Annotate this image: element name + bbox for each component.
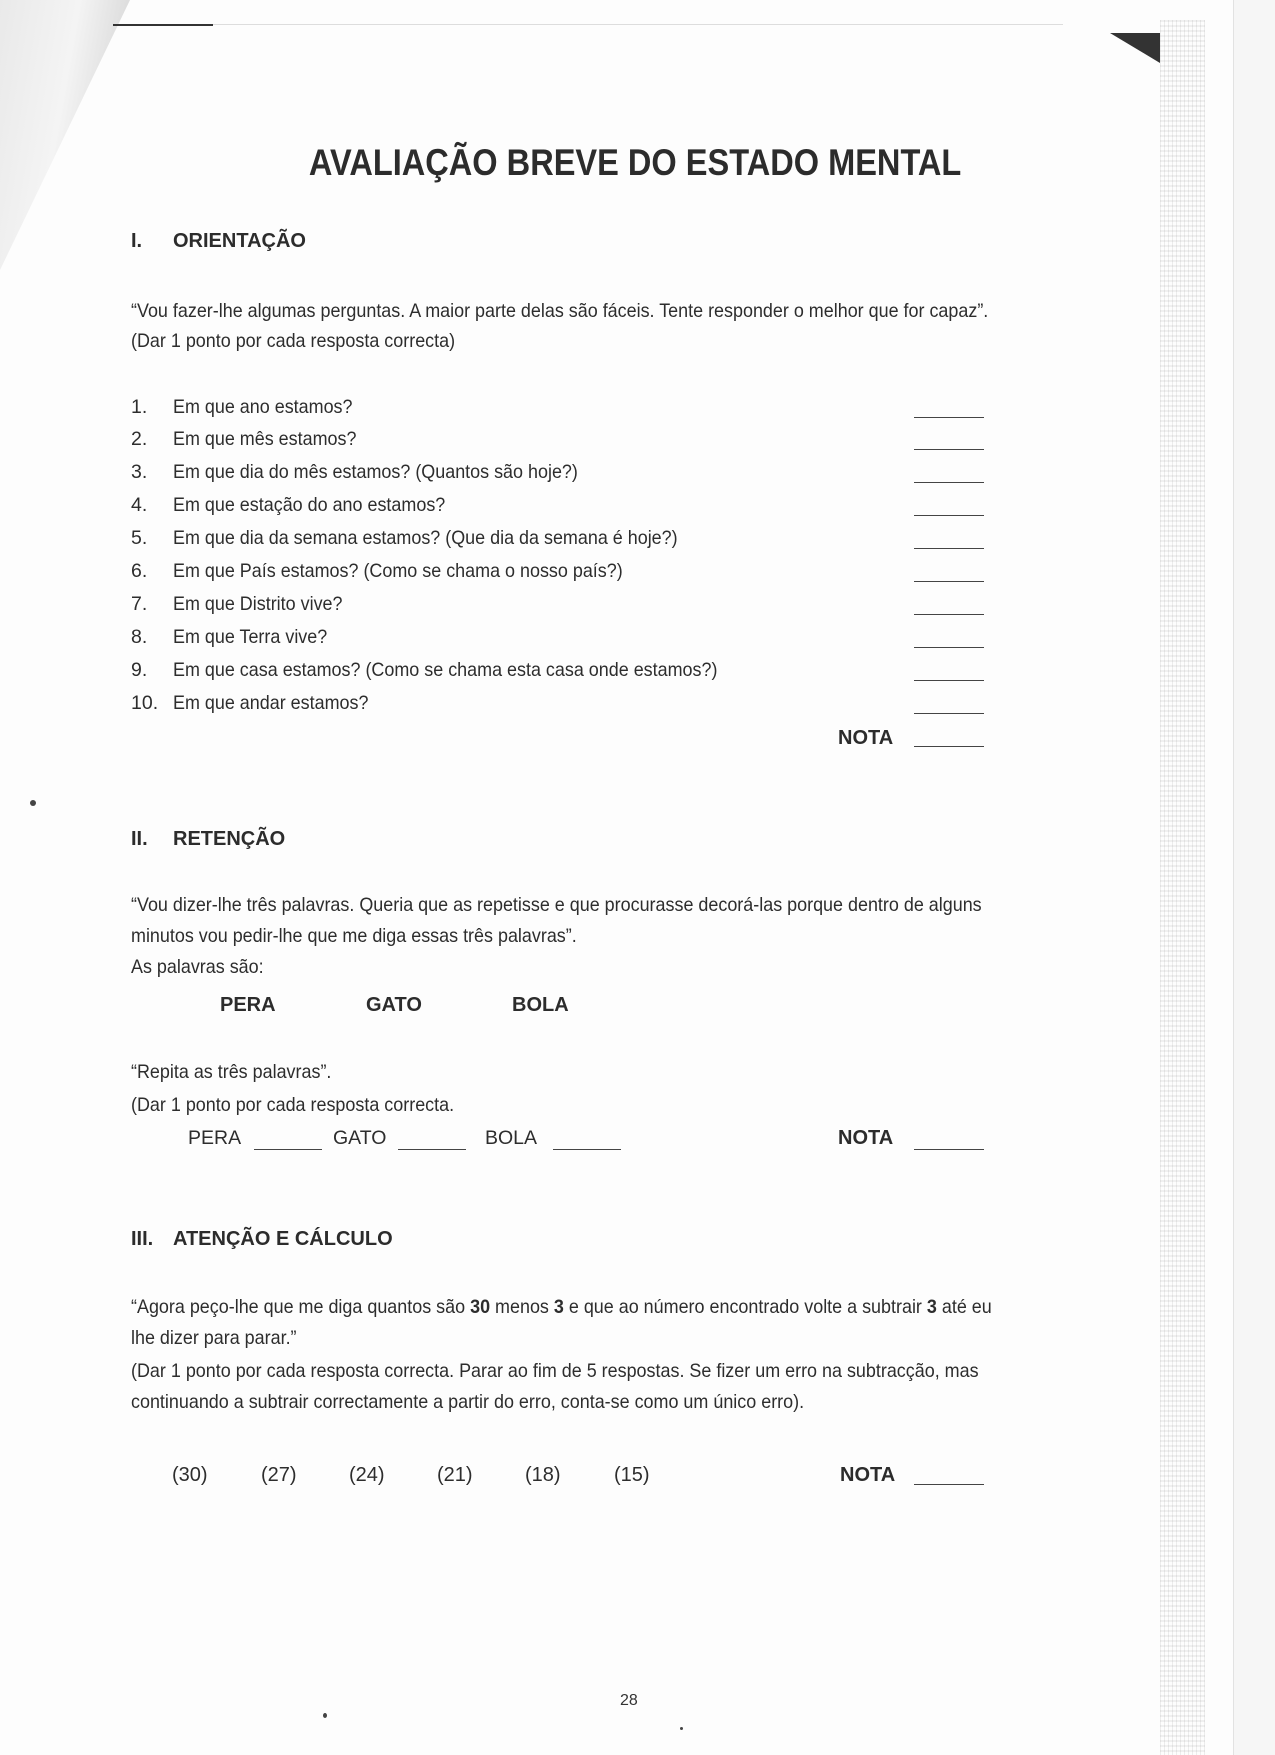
question-number: 1. — [131, 396, 148, 418]
question-text: Em que ano estamos? — [173, 396, 353, 418]
prompt-number: 30 — [470, 1296, 491, 1318]
scan-speck — [323, 1713, 327, 1718]
question-text: Em que Terra vive? — [173, 626, 328, 648]
header-rule-faint — [213, 24, 1063, 25]
question-number: 5. — [131, 527, 148, 549]
question-item — [131, 396, 991, 422]
recall-blank[interactable] — [398, 1149, 466, 1150]
section-calculo-prompt: lhe dizer para parar.” — [131, 1327, 297, 1349]
prompt-text: menos — [490, 1296, 554, 1318]
section-orientacao-score-blank[interactable] — [914, 746, 984, 747]
question-number: 4. — [131, 494, 148, 516]
question-text: Em que casa estamos? (Como se chama esta casa onde estamos?) — [173, 659, 718, 681]
question-text: Em que Distrito vive? — [173, 593, 343, 615]
question-item — [131, 461, 991, 487]
question-number: 9. — [131, 659, 148, 681]
question-item — [131, 560, 991, 586]
calculation-value: (30) — [172, 1464, 208, 1486]
section-calculo-score-label: NOTA — [840, 1464, 896, 1486]
question-number: 10. — [131, 692, 159, 714]
section-title: ORIENTAÇÃO — [173, 230, 306, 252]
section-orientacao-intro: “Vou fazer-lhe algumas perguntas. A maior parte delas são fáceis. Tente responder o melhor que for capaz”. — [131, 300, 989, 322]
answer-blank[interactable] — [914, 548, 984, 549]
scanner-margin — [1234, 0, 1275, 1755]
recall-word: GATO — [333, 1127, 387, 1149]
section-title: RETENÇÃO — [173, 828, 286, 850]
question-item — [131, 428, 991, 454]
answer-blank[interactable] — [914, 515, 984, 516]
section-calculo-instruction: continuando a subtrair correctamente a partir do erro, conta-se como um único erro). — [131, 1391, 805, 1413]
question-text: Em que dia da semana estamos? (Que dia da semana é hoje?) — [173, 527, 678, 549]
document-title: AVALIAÇÃO BREVE DO ESTADO MENTAL — [308, 142, 962, 183]
question-item — [131, 593, 991, 619]
calculation-value: (21) — [437, 1464, 473, 1486]
section-orientacao-instruction: (Dar 1 ponto por cada resposta correcta) — [131, 330, 456, 352]
recall-blank[interactable] — [553, 1149, 621, 1150]
section-calculo-heading — [131, 1228, 393, 1251]
answer-blank[interactable] — [914, 417, 984, 418]
memory-word: BOLA — [512, 994, 569, 1016]
section-retencao-intro: minutos vou pedir-lhe que me diga essas três palavras”. — [131, 925, 577, 947]
section-calculo-prompt — [131, 1296, 992, 1319]
question-text: Em que País estamos? (Como se chama o nosso país?) — [173, 560, 623, 582]
question-number: 3. — [131, 461, 148, 483]
memory-word: GATO — [366, 994, 422, 1016]
section-number: II. — [131, 828, 148, 850]
section-retencao-score-blank[interactable] — [914, 1149, 984, 1150]
calculation-value: (15) — [614, 1464, 650, 1486]
section-number: III. — [131, 1228, 154, 1250]
section-calculo-instruction: (Dar 1 ponto por cada resposta correcta. Parar ao fim de 5 respostas. Se fizer um erro na subtracção, mas — [131, 1360, 979, 1382]
question-text: Em que dia do mês estamos? (Quantos são hoje?) — [173, 461, 578, 483]
answer-blank[interactable] — [914, 647, 984, 648]
prompt-text: e que ao número encontrado volte a subtrair — [563, 1296, 927, 1318]
question-number: 2. — [131, 428, 148, 450]
answer-blank[interactable] — [914, 482, 984, 483]
prompt-number: 3 — [926, 1296, 937, 1318]
words-label: As palavras são: — [131, 956, 264, 978]
answer-blank[interactable] — [914, 680, 984, 681]
question-number: 7. — [131, 593, 148, 615]
recall-word: BOLA — [485, 1127, 538, 1149]
question-number: 8. — [131, 626, 148, 648]
scan-speck — [30, 800, 36, 806]
question-item — [131, 494, 991, 520]
answer-blank[interactable] — [914, 713, 984, 714]
question-text: Em que mês estamos? — [173, 428, 357, 450]
scan-noise — [1160, 20, 1205, 1755]
memory-word: PERA — [220, 994, 276, 1016]
scan-speck — [680, 1727, 683, 1730]
question-item — [131, 626, 991, 652]
section-title: ATENÇÃO E CÁLCULO — [173, 1228, 393, 1250]
answer-blank[interactable] — [914, 581, 984, 582]
answer-blank[interactable] — [914, 614, 984, 615]
section-retencao-instruction: (Dar 1 ponto por cada resposta correcta. — [131, 1094, 455, 1116]
calculation-value: (24) — [349, 1464, 385, 1486]
section-number: I. — [131, 230, 143, 252]
section-retencao-heading — [131, 828, 285, 851]
section-calculo-score-blank[interactable] — [914, 1484, 984, 1485]
prompt-text: “Agora peço-lhe que me diga quantos são — [131, 1296, 471, 1318]
question-item — [131, 659, 991, 685]
section-orientacao-heading — [131, 230, 306, 253]
question-number: 6. — [131, 560, 148, 582]
question-text: Em que estação do ano estamos? — [173, 494, 446, 516]
answer-blank[interactable] — [914, 449, 984, 450]
prompt-text: até eu — [936, 1296, 992, 1318]
recall-word: PERA — [188, 1127, 242, 1149]
section-retencao-score-label: NOTA — [838, 1127, 894, 1149]
folded-corner — [0, 0, 130, 270]
repeat-prompt: “Repita as três palavras”. — [131, 1061, 332, 1083]
recall-blank[interactable] — [254, 1149, 322, 1150]
header-rule — [113, 24, 213, 26]
prompt-number: 3 — [553, 1296, 564, 1318]
scan-artifact — [1110, 33, 1160, 63]
calculation-value: (27) — [261, 1464, 297, 1486]
question-item — [131, 692, 991, 718]
question-text: Em que andar estamos? — [173, 692, 369, 714]
section-orientacao-score-label: NOTA — [838, 727, 894, 749]
page-number: 28 — [620, 1692, 638, 1709]
calculation-value: (18) — [525, 1464, 561, 1486]
section-retencao-intro: “Vou dizer-lhe três palavras. Queria que as repetisse e que procurasse decorá-las porque dentro de alguns — [131, 894, 982, 916]
question-item — [131, 527, 991, 553]
